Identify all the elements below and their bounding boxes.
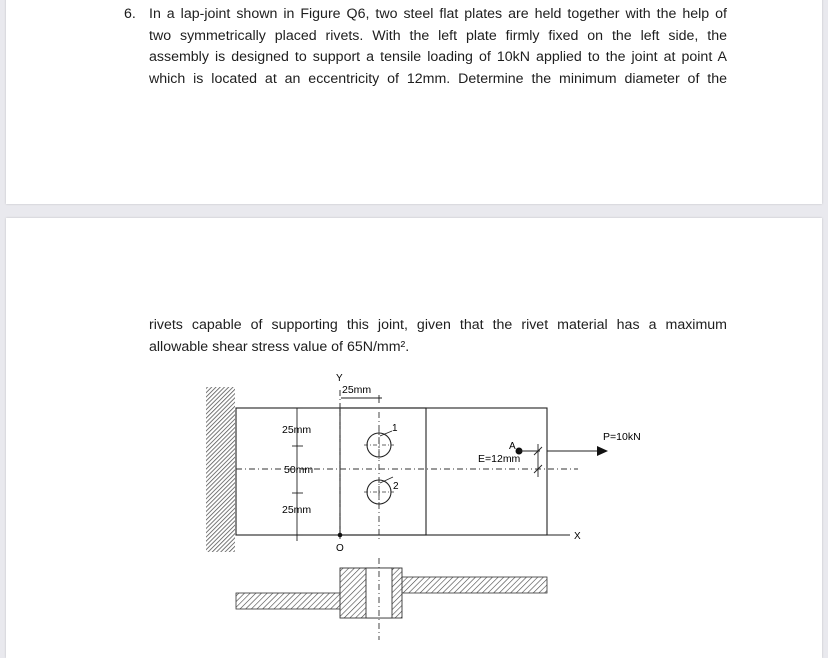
rivet-1-label: 1 (392, 423, 398, 434)
question-line: allowable shear stress value of 65N/mm². (149, 338, 410, 355)
load-arrow-head (597, 446, 608, 456)
dim-top-label: 25mm (342, 384, 372, 396)
question-line: rivets capable of supporting this joint, given that the rivet material has a maximum (149, 317, 727, 333)
point-a-label: A (509, 441, 516, 452)
question-line: assembly is designed to support a tensile loading of 10kN applied to the joint at point A (149, 49, 727, 66)
y-axis-label: Y (336, 373, 343, 384)
fixed-wall (206, 387, 235, 552)
dim-mid-label: 50mm (284, 464, 314, 476)
x-axis-label: X (574, 531, 581, 542)
question-line: two symmetrically placed rivets. With the left plate firmly fixed on the left side, the (149, 27, 727, 44)
rivet-2-label: 2 (393, 481, 399, 492)
load-label: P=10kN (603, 431, 641, 443)
side-view-right-plate (385, 577, 547, 593)
question-line: which is located at an eccentricity of 12mm. Determine the minimum diameter of the (149, 70, 727, 87)
dim-lower-label: 25mm (282, 504, 312, 516)
question-line: In a lap-joint shown in Figure Q6, two steel flat plates are held together with the help of (149, 6, 727, 22)
right-plate (340, 408, 547, 535)
origin-label: O (336, 543, 344, 554)
dim-upper-label: 25mm (282, 424, 312, 436)
eccentricity-label: E=12mm (478, 453, 521, 465)
origin-point (338, 533, 343, 538)
question-number: 6. (124, 6, 136, 22)
